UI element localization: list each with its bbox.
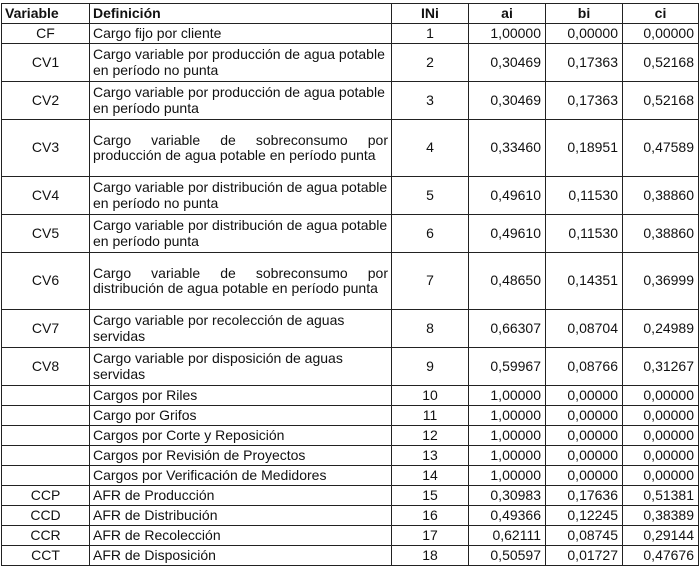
ai-cell: 1,00000: [469, 406, 546, 426]
ci-cell: 0,52168: [623, 44, 699, 82]
ci-cell: 0,47676: [623, 546, 699, 566]
header-ci: ci: [623, 4, 699, 24]
variable-cell: [2, 446, 90, 466]
table-row: [2, 406, 699, 426]
definicion-cell: Cargos por Riles: [90, 386, 392, 406]
bi-cell: 0,11530: [546, 215, 623, 253]
ini-cell: 4: [392, 120, 469, 177]
definicion-cell: AFR de Recolección: [90, 526, 392, 546]
variable-cell: CV2: [2, 82, 90, 120]
table-row: [2, 24, 699, 44]
ci-cell: 0,38860: [623, 177, 699, 215]
bi-cell: 0,17636: [546, 486, 623, 506]
ai-cell: 0,48650: [469, 253, 546, 310]
ai-cell: 0,30983: [469, 486, 546, 506]
table-row: [2, 466, 699, 486]
variable-cell: CCR: [2, 526, 90, 546]
header-ai: ai: [469, 4, 546, 24]
bi-cell: 0,14351: [546, 253, 623, 310]
ai-cell: 0,49610: [469, 215, 546, 253]
bi-cell: 0,08766: [546, 348, 623, 386]
ini-cell: 15: [392, 486, 469, 506]
bi-cell: 0,00000: [546, 446, 623, 466]
ci-cell: 0,51381: [623, 486, 699, 506]
table-row: [2, 486, 699, 506]
ci-cell: 0,29144: [623, 526, 699, 546]
variable-cell: CCT: [2, 546, 90, 566]
variable-cell: CV5: [2, 215, 90, 253]
table-row: [2, 215, 699, 253]
table-row: [2, 120, 699, 177]
bi-cell: 0,08704: [546, 310, 623, 348]
bi-cell: 0,17363: [546, 44, 623, 82]
ai-cell: 1,00000: [469, 466, 546, 486]
definicion-cell: Cargo variable de sobreconsumo por distribución de agua potable en período punta: [90, 253, 392, 310]
ci-cell: 0,36999: [623, 253, 699, 310]
header-row: [2, 4, 699, 24]
ini-cell: 12: [392, 426, 469, 446]
variable-cell: CCP: [2, 486, 90, 506]
table-row: [2, 348, 699, 386]
coefficients-table: [1, 3, 699, 566]
ai-cell: 0,33460: [469, 120, 546, 177]
ai-cell: 0,30469: [469, 82, 546, 120]
ci-cell: 0,24989: [623, 310, 699, 348]
ini-cell: 10: [392, 386, 469, 406]
ci-cell: 0,31267: [623, 348, 699, 386]
ini-cell: 16: [392, 506, 469, 526]
definicion-cell: Cargo variable por producción de agua potable en período no punta: [90, 44, 392, 82]
ini-cell: 13: [392, 446, 469, 466]
definicion-cell: AFR de Disposición: [90, 546, 392, 566]
ci-cell: 0,52168: [623, 82, 699, 120]
header-variable: Variable: [2, 4, 90, 24]
ci-cell: 0,00000: [623, 426, 699, 446]
ci-cell: 0,00000: [623, 24, 699, 44]
ci-cell: 0,00000: [623, 466, 699, 486]
bi-cell: 0,18951: [546, 120, 623, 177]
ci-cell: 0,00000: [623, 406, 699, 426]
ai-cell: 0,49610: [469, 177, 546, 215]
ini-cell: 17: [392, 526, 469, 546]
table-row: [2, 446, 699, 466]
ini-cell: 18: [392, 546, 469, 566]
ai-cell: 1,00000: [469, 24, 546, 44]
definicion-cell: Cargos por Verificación de Medidores: [90, 466, 392, 486]
variable-cell: CV1: [2, 44, 90, 82]
header-ini: INi: [392, 4, 469, 24]
variable-cell: [2, 426, 90, 446]
definicion-cell: Cargos por Revisión de Proyectos: [90, 446, 392, 466]
definicion-cell: Cargo variable por disposición de aguas servidas: [90, 348, 392, 386]
definicion-cell: AFR de Producción: [90, 486, 392, 506]
header-definicion: Definición: [90, 4, 392, 24]
definicion-cell: Cargo variable por distribución de agua potable en período punta: [90, 215, 392, 253]
ai-cell: 0,49366: [469, 506, 546, 526]
ini-cell: 6: [392, 215, 469, 253]
ai-cell: 1,00000: [469, 446, 546, 466]
table-row: [2, 386, 699, 406]
bi-cell: 0,08745: [546, 526, 623, 546]
table-row: [2, 506, 699, 526]
variable-cell: CV4: [2, 177, 90, 215]
ai-cell: 1,00000: [469, 386, 546, 406]
ci-cell: 0,47589: [623, 120, 699, 177]
bi-cell: 0,00000: [546, 426, 623, 446]
ini-cell: 14: [392, 466, 469, 486]
bi-cell: 0,17363: [546, 82, 623, 120]
ini-cell: 1: [392, 24, 469, 44]
ai-cell: 0,62111: [469, 526, 546, 546]
table-row: [2, 177, 699, 215]
ci-cell: 0,38860: [623, 215, 699, 253]
bi-cell: 0,11530: [546, 177, 623, 215]
ai-cell: 0,50597: [469, 546, 546, 566]
bi-cell: 0,00000: [546, 406, 623, 426]
bi-cell: 0,00000: [546, 24, 623, 44]
table-row: [2, 310, 699, 348]
variable-cell: CV7: [2, 310, 90, 348]
table-row: [2, 546, 699, 566]
variable-cell: CF: [2, 24, 90, 44]
table-row: [2, 253, 699, 310]
ini-cell: 8: [392, 310, 469, 348]
ini-cell: 5: [392, 177, 469, 215]
ini-cell: 11: [392, 406, 469, 426]
variable-cell: [2, 386, 90, 406]
variable-cell: [2, 406, 90, 426]
variable-cell: CV3: [2, 120, 90, 177]
definicion-cell: Cargo variable por recolección de aguas servidas: [90, 310, 392, 348]
definicion-cell: Cargos por Corte y Reposición: [90, 426, 392, 446]
ci-cell: 0,00000: [623, 446, 699, 466]
definicion-cell: Cargo fijo por cliente: [90, 24, 392, 44]
ini-cell: 3: [392, 82, 469, 120]
bi-cell: 0,01727: [546, 546, 623, 566]
ini-cell: 9: [392, 348, 469, 386]
definicion-cell: Cargo variable por producción de agua potable en período punta: [90, 82, 392, 120]
definicion-cell: Cargo variable por distribución de agua potable en período no punta: [90, 177, 392, 215]
header-bi: bi: [546, 4, 623, 24]
ai-cell: 0,30469: [469, 44, 546, 82]
table-row: [2, 526, 699, 546]
definicion-cell: Cargo variable de sobreconsumo por producción de agua potable en período punta: [90, 120, 392, 177]
variable-cell: CV6: [2, 253, 90, 310]
table-row: [2, 82, 699, 120]
variable-cell: CV8: [2, 348, 90, 386]
ai-cell: 0,59967: [469, 348, 546, 386]
variable-cell: CCD: [2, 506, 90, 526]
ci-cell: 0,38389: [623, 506, 699, 526]
bi-cell: 0,12245: [546, 506, 623, 526]
ini-cell: 2: [392, 44, 469, 82]
bi-cell: 0,00000: [546, 466, 623, 486]
table-row: [2, 44, 699, 82]
ai-cell: 0,66307: [469, 310, 546, 348]
bi-cell: 0,00000: [546, 386, 623, 406]
definicion-cell: Cargo por Grifos: [90, 406, 392, 426]
ai-cell: 1,00000: [469, 426, 546, 446]
ini-cell: 7: [392, 253, 469, 310]
variable-cell: [2, 466, 90, 486]
ci-cell: 0,00000: [623, 386, 699, 406]
table-row: [2, 426, 699, 446]
definicion-cell: AFR de Distribución: [90, 506, 392, 526]
